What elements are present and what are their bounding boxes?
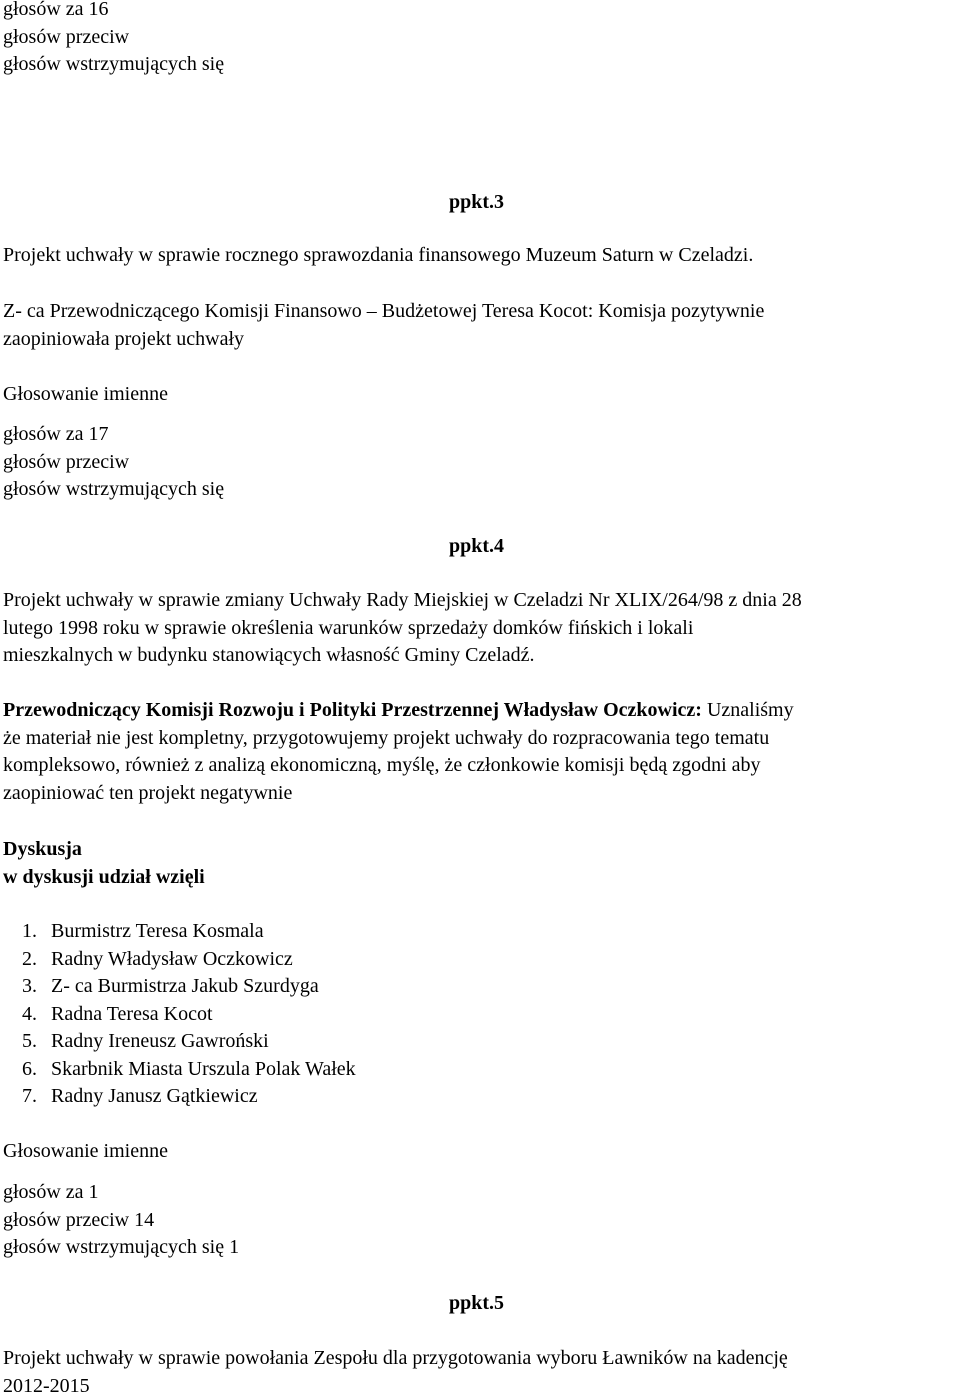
item4-vote-results [3, 1179, 953, 1262]
item3-opinion [3, 298, 953, 353]
list-item: 3. Z- ca Burmistrza Jakub Szurdyga [3, 973, 356, 1001]
item4-heading: ppkt.4 [449, 533, 504, 561]
vote-for: głosów za 16 [3, 0, 953, 24]
item4-vote-title-text: Głosowanie imienne [3, 1138, 953, 1166]
list-item: 5. Radny Ireneusz Gawroński [3, 1028, 356, 1056]
item5-project [3, 1345, 953, 1400]
item3-heading: ppkt.3 [449, 189, 504, 217]
item4-statement-line1: Uznaliśmy [702, 699, 794, 721]
item4-vote-for: głosów za 1 [3, 1179, 953, 1207]
item3-vote-against: głosów przeciw [3, 449, 953, 477]
item3-vote-title [3, 381, 953, 409]
item3-vote-title-text: Głosowanie imienne [3, 381, 953, 409]
item4-statement [3, 697, 953, 807]
item4-project-line2: lutego 1998 roku w sprawie określenia warunków sprzedaży domków fińskich i lokali [3, 615, 953, 643]
top-vote-results [3, 0, 953, 79]
item4-vote-abstain: głosów wstrzymujących się 1 [3, 1234, 953, 1262]
item4-statement-line4: zaopiniować ten projekt negatywnie [3, 780, 953, 808]
item4-project-line1: Projekt uchwały w sprawie zmiany Uchwały Rady Miejskiej w Czeladzi Nr XLIX/264/98 z dnia 28 [3, 587, 953, 615]
item4-discussion [3, 836, 953, 891]
item5-project-line1: Projekt uchwały w sprawie powołania Zespołu dla przygotowania wyboru Ławników na kadencję [3, 1345, 953, 1373]
list-item: 6. Skarbnik Miasta Urszula Polak Wałek [3, 1056, 356, 1084]
item3-vote-for: głosów za 17 [3, 421, 953, 449]
item4-project-line3: mieszkalnych w budynku stanowiących własność Gminy Czeladź. [3, 642, 953, 670]
discussion-subtitle: w dyskusji udział wzięli [3, 864, 953, 892]
item4-statement-line2: że materiał nie jest kompletny, przygotowujemy projekt uchwały do rozpracowania tego tematu [3, 725, 953, 753]
item5-project-line2: 2012-2015 [3, 1373, 953, 1400]
item4-statement-line3: kompleksowo, również z analizą ekonomiczną, myślę, że członkowie komisji będą zgodni aby [3, 752, 953, 780]
item4-vote-against: głosów przeciw 14 [3, 1207, 953, 1235]
item3-opinion-line2: zaopiniowała projekt uchwały [3, 326, 953, 354]
document-page [3, 0, 953, 1394]
item3-project-text: Projekt uchwały w sprawie rocznego sprawozdania finansowego Muzeum Saturn w Czeladzi. [3, 242, 953, 270]
list-item: 7. Radny Janusz Gątkiewicz [3, 1083, 356, 1111]
item4-vote-title [3, 1138, 953, 1166]
item4-project [3, 587, 953, 670]
item3-project [3, 242, 953, 270]
vote-against: głosów przeciw [3, 24, 953, 52]
vote-abstain: głosów wstrzymujących się [3, 51, 953, 79]
list-item: 2. Radny Władysław Oczkowicz [3, 946, 356, 974]
list-item: 1. Burmistrz Teresa Kosmala [3, 918, 356, 946]
list-item: 4. Radna Teresa Kocot [3, 1001, 356, 1029]
discussion-participants-list [3, 918, 356, 1111]
item3-vote-abstain: głosów wstrzymujących się [3, 476, 953, 504]
item5-heading: ppkt.5 [449, 1290, 504, 1318]
item4-speaker: Przewodniczący Komisji Rozwoju i Polityki Przestrzennej Władysław Oczkowicz: [3, 699, 702, 721]
item3-vote-results [3, 421, 953, 504]
item3-opinion-line1: Z- ca Przewodniczącego Komisji Finansowo – Budżetowej Teresa Kocot: Komisja pozytywnie [3, 298, 953, 326]
discussion-title: Dyskusja [3, 836, 953, 864]
